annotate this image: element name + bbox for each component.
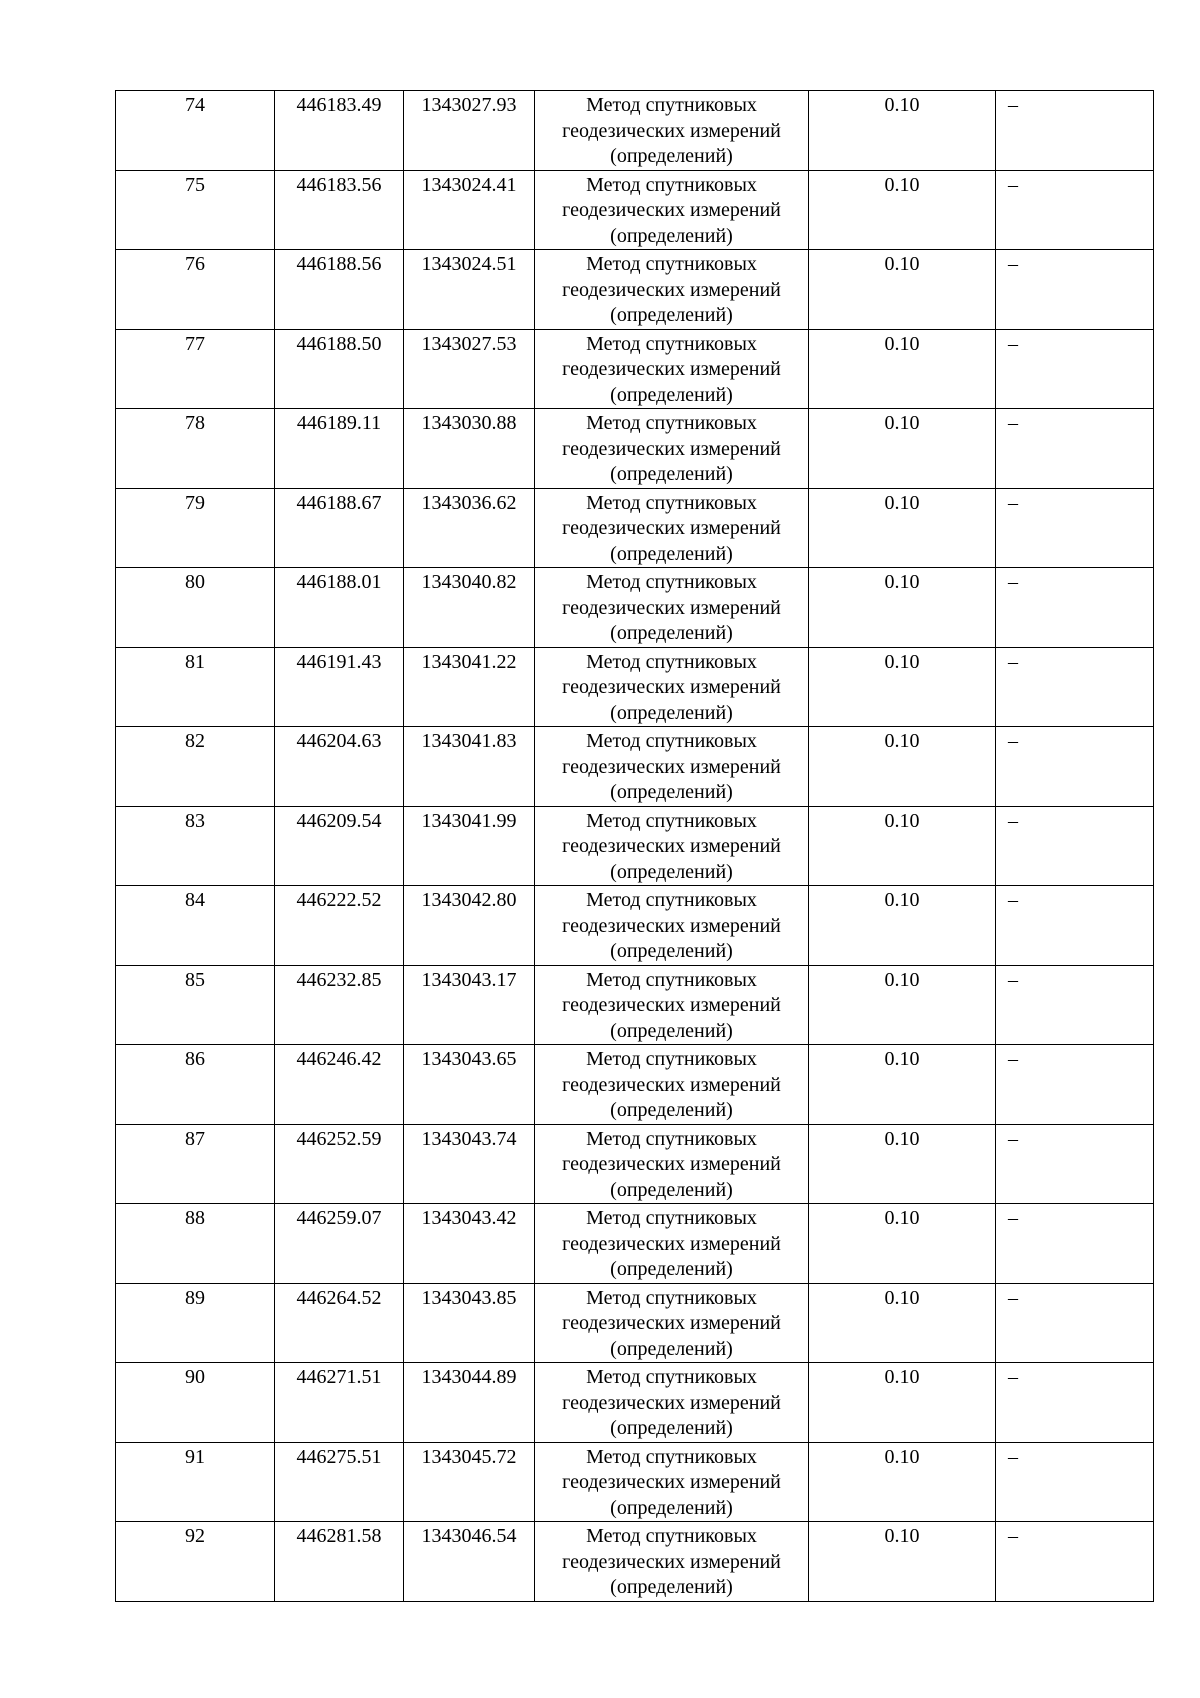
x-coordinate-cell: 446222.52 <box>275 886 404 966</box>
point-number-cell: 83 <box>116 806 275 886</box>
point-number-cell: 81 <box>116 647 275 727</box>
accuracy-cell: 0.10 <box>809 1124 996 1204</box>
method-line: Метод спутниковых <box>586 1207 757 1229</box>
x-coordinate-cell: 446252.59 <box>275 1124 404 1204</box>
method-line: (определений) <box>610 860 733 883</box>
y-coordinate-cell: 1343024.41 <box>404 170 535 250</box>
method-line: геодезических измерений <box>562 1550 781 1573</box>
x-coordinate-cell: 446188.50 <box>275 329 404 409</box>
method-line: геодезических измерений <box>562 1153 781 1175</box>
method-line: геодезических измерений <box>562 1312 781 1334</box>
point-number-cell: 80 <box>116 568 275 648</box>
point-number-cell: 85 <box>116 965 275 1045</box>
method-line: Метод спутниковых <box>586 1525 757 1547</box>
note-cell: – <box>996 886 1154 966</box>
coordinates-table <box>115 90 1154 1602</box>
method-line: геодезических измерений <box>562 119 781 142</box>
accuracy-cell: 0.10 <box>809 886 996 966</box>
note-cell: – <box>996 1363 1154 1443</box>
method-cell <box>535 1442 809 1522</box>
table-row <box>116 1283 1154 1363</box>
x-coordinate-cell: 446275.51 <box>275 1442 404 1522</box>
x-coordinate-cell: 446191.43 <box>275 647 404 727</box>
method-cell <box>535 886 809 966</box>
table-row <box>116 647 1154 727</box>
point-number-cell: 74 <box>116 91 275 171</box>
x-coordinate-cell: 446246.42 <box>275 1045 404 1125</box>
method-line: (определений) <box>610 1099 733 1121</box>
point-number-cell: 86 <box>116 1045 275 1125</box>
method-line: Метод спутниковых <box>586 1286 757 1309</box>
table-row <box>116 1442 1154 1522</box>
point-number-cell: 75 <box>116 170 275 250</box>
x-coordinate-cell: 446264.52 <box>275 1283 404 1363</box>
accuracy-cell: 0.10 <box>809 806 996 886</box>
y-coordinate-cell: 1343041.83 <box>404 727 535 807</box>
note-cell: – <box>996 1442 1154 1522</box>
point-number-cell: 88 <box>116 1204 275 1284</box>
note-cell: – <box>996 1204 1154 1284</box>
table-row <box>116 727 1154 807</box>
x-coordinate-cell: 446189.11 <box>275 409 404 489</box>
method-cell <box>535 806 809 886</box>
point-number-cell: 79 <box>116 488 275 568</box>
method-line: Метод спутниковых <box>586 1445 757 1468</box>
note-cell: – <box>996 1124 1154 1204</box>
method-line: геодезических измерений <box>562 199 781 221</box>
method-line: Метод спутниковых <box>586 571 757 593</box>
method-line: (определений) <box>610 1496 733 1519</box>
point-number-cell: 91 <box>116 1442 275 1522</box>
method-cell <box>535 329 809 409</box>
method-line: геодезических измерений <box>562 1232 781 1255</box>
method-line: геодезических измерений <box>562 596 781 619</box>
method-cell <box>535 1124 809 1204</box>
accuracy-cell: 0.10 <box>809 409 996 489</box>
method-line: (определений) <box>610 1417 733 1439</box>
method-line: Метод спутниковых <box>586 1048 757 1070</box>
method-line: Метод спутниковых <box>586 650 757 673</box>
x-coordinate-cell: 446271.51 <box>275 1363 404 1443</box>
method-line: Метод спутниковых <box>586 491 757 514</box>
method-line: (определений) <box>610 383 733 406</box>
note-cell: – <box>996 806 1154 886</box>
method-line: геодезических измерений <box>562 1073 781 1096</box>
method-line: геодезических измерений <box>562 676 781 698</box>
x-coordinate-cell: 446188.56 <box>275 250 404 330</box>
method-line: Метод спутниковых <box>586 1127 757 1150</box>
method-line: Метод спутниковых <box>586 730 757 752</box>
method-cell <box>535 170 809 250</box>
x-coordinate-cell: 446183.56 <box>275 170 404 250</box>
table-row <box>116 568 1154 648</box>
method-line: (определений) <box>610 1337 733 1360</box>
method-cell <box>535 568 809 648</box>
point-number-cell: 78 <box>116 409 275 489</box>
method-line: геодезических измерений <box>562 755 781 778</box>
method-line: Метод спутниковых <box>586 889 757 911</box>
table-row <box>116 250 1154 330</box>
note-cell: – <box>996 1045 1154 1125</box>
method-line: (определений) <box>610 1178 733 1201</box>
coordinates-table-body <box>116 91 1154 1602</box>
accuracy-cell: 0.10 <box>809 170 996 250</box>
note-cell: – <box>996 1283 1154 1363</box>
point-number-cell: 84 <box>116 886 275 966</box>
note-cell: – <box>996 91 1154 171</box>
table-row <box>116 488 1154 568</box>
method-cell <box>535 727 809 807</box>
method-line: (определений) <box>610 542 733 565</box>
method-line: геодезических измерений <box>562 358 781 380</box>
point-number-cell: 77 <box>116 329 275 409</box>
method-line: (определений) <box>610 940 733 962</box>
method-cell <box>535 1363 809 1443</box>
accuracy-cell: 0.10 <box>809 1522 996 1602</box>
method-line: (определений) <box>610 1576 733 1598</box>
method-line: Метод спутниковых <box>586 94 757 116</box>
method-cell <box>535 488 809 568</box>
y-coordinate-cell: 1343043.85 <box>404 1283 535 1363</box>
note-cell: – <box>996 250 1154 330</box>
method-line: (определений) <box>610 304 733 326</box>
table-row <box>116 965 1154 1045</box>
accuracy-cell: 0.10 <box>809 1204 996 1284</box>
method-line: Метод спутниковых <box>586 253 757 275</box>
method-line: геодезических измерений <box>562 1391 781 1414</box>
note-cell: – <box>996 170 1154 250</box>
accuracy-cell: 0.10 <box>809 329 996 409</box>
y-coordinate-cell: 1343041.22 <box>404 647 535 727</box>
point-number-cell: 82 <box>116 727 275 807</box>
note-cell: – <box>996 568 1154 648</box>
method-line: геодезических измерений <box>562 517 781 539</box>
accuracy-cell: 0.10 <box>809 965 996 1045</box>
note-cell: – <box>996 1522 1154 1602</box>
note-cell: – <box>996 727 1154 807</box>
y-coordinate-cell: 1343043.42 <box>404 1204 535 1284</box>
x-coordinate-cell: 446232.85 <box>275 965 404 1045</box>
method-line: Метод спутниковых <box>586 173 757 196</box>
method-cell <box>535 1045 809 1125</box>
method-cell <box>535 1522 809 1602</box>
method-cell <box>535 965 809 1045</box>
table-row <box>116 329 1154 409</box>
x-coordinate-cell: 446183.49 <box>275 91 404 171</box>
y-coordinate-cell: 1343046.54 <box>404 1522 535 1602</box>
y-coordinate-cell: 1343043.17 <box>404 965 535 1045</box>
y-coordinate-cell: 1343024.51 <box>404 250 535 330</box>
table-row <box>116 91 1154 171</box>
x-coordinate-cell: 446188.01 <box>275 568 404 648</box>
y-coordinate-cell: 1343045.72 <box>404 1442 535 1522</box>
table-row <box>116 170 1154 250</box>
x-coordinate-cell: 446188.67 <box>275 488 404 568</box>
point-number-cell: 76 <box>116 250 275 330</box>
y-coordinate-cell: 1343041.99 <box>404 806 535 886</box>
x-coordinate-cell: 446259.07 <box>275 1204 404 1284</box>
method-line: (определений) <box>610 463 733 485</box>
method-line: Метод спутниковых <box>586 1366 757 1388</box>
note-cell: – <box>996 965 1154 1045</box>
point-number-cell: 90 <box>116 1363 275 1443</box>
method-line: геодезических измерений <box>562 278 781 301</box>
accuracy-cell: 0.10 <box>809 1363 996 1443</box>
y-coordinate-cell: 1343044.89 <box>404 1363 535 1443</box>
accuracy-cell: 0.10 <box>809 488 996 568</box>
method-line: (определений) <box>610 1258 733 1280</box>
method-cell <box>535 1283 809 1363</box>
y-coordinate-cell: 1343040.82 <box>404 568 535 648</box>
accuracy-cell: 0.10 <box>809 1283 996 1363</box>
x-coordinate-cell: 446209.54 <box>275 806 404 886</box>
method-cell <box>535 409 809 489</box>
accuracy-cell: 0.10 <box>809 1442 996 1522</box>
method-cell <box>535 250 809 330</box>
x-coordinate-cell: 446204.63 <box>275 727 404 807</box>
note-cell: – <box>996 647 1154 727</box>
accuracy-cell: 0.10 <box>809 647 996 727</box>
y-coordinate-cell: 1343042.80 <box>404 886 535 966</box>
method-cell <box>535 91 809 171</box>
method-line: геодезических измерений <box>562 835 781 857</box>
method-line: Метод спутниковых <box>586 332 757 355</box>
method-line: (определений) <box>610 145 733 167</box>
method-line: (определений) <box>610 224 733 247</box>
table-row <box>116 1363 1154 1443</box>
point-number-cell: 89 <box>116 1283 275 1363</box>
table-row <box>116 409 1154 489</box>
y-coordinate-cell: 1343030.88 <box>404 409 535 489</box>
method-line: Метод спутниковых <box>586 968 757 991</box>
method-line: (определений) <box>610 622 733 644</box>
method-cell <box>535 647 809 727</box>
y-coordinate-cell: 1343027.53 <box>404 329 535 409</box>
method-line: Метод спутниковых <box>586 412 757 434</box>
accuracy-cell: 0.10 <box>809 250 996 330</box>
method-line: (определений) <box>610 1019 733 1042</box>
table-row <box>116 1045 1154 1125</box>
method-line: геодезических измерений <box>562 994 781 1016</box>
table-row <box>116 1124 1154 1204</box>
y-coordinate-cell: 1343036.62 <box>404 488 535 568</box>
y-coordinate-cell: 1343027.93 <box>404 91 535 171</box>
point-number-cell: 92 <box>116 1522 275 1602</box>
method-line: геодезических измерений <box>562 914 781 937</box>
accuracy-cell: 0.10 <box>809 1045 996 1125</box>
method-line: (определений) <box>610 781 733 803</box>
note-cell: – <box>996 409 1154 489</box>
point-number-cell: 87 <box>116 1124 275 1204</box>
table-row <box>116 806 1154 886</box>
accuracy-cell: 0.10 <box>809 91 996 171</box>
method-line: (определений) <box>610 701 733 724</box>
method-line: геодезических измерений <box>562 437 781 460</box>
note-cell: – <box>996 329 1154 409</box>
method-cell <box>535 1204 809 1284</box>
accuracy-cell: 0.10 <box>809 568 996 648</box>
method-line: Метод спутниковых <box>586 809 757 832</box>
method-line: геодезических измерений <box>562 1471 781 1493</box>
accuracy-cell: 0.10 <box>809 727 996 807</box>
note-cell: – <box>996 488 1154 568</box>
table-row <box>116 1204 1154 1284</box>
table-row <box>116 886 1154 966</box>
y-coordinate-cell: 1343043.65 <box>404 1045 535 1125</box>
y-coordinate-cell: 1343043.74 <box>404 1124 535 1204</box>
table-row <box>116 1522 1154 1602</box>
x-coordinate-cell: 446281.58 <box>275 1522 404 1602</box>
